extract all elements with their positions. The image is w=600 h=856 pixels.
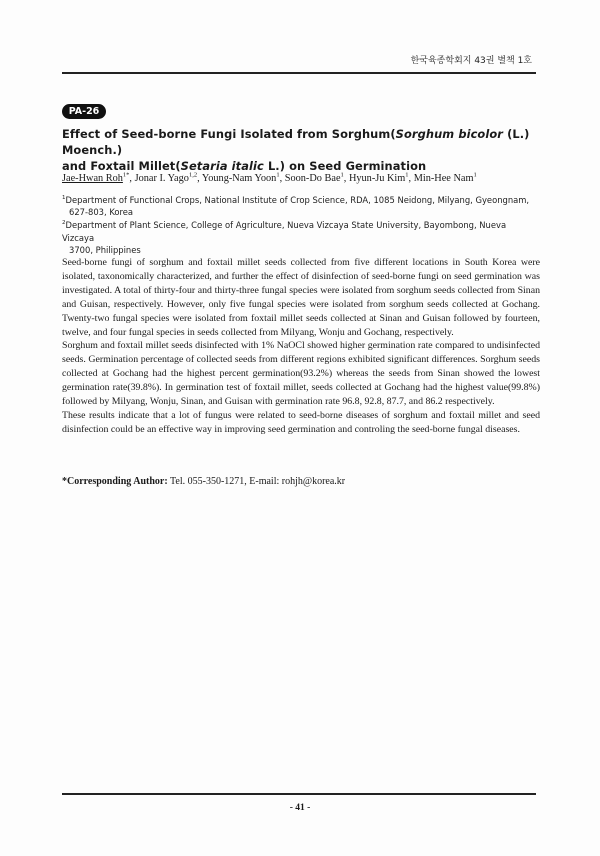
footer-rule <box>62 793 536 795</box>
title-species-setaria: Setaria italic <box>180 159 264 173</box>
abstract-paragraph: Seed-borne fungi of sorghum and foxtail millet seeds collected from five different locations in South Korea were isolated, taxonomically characterized, and further the effect of disinfection of seed-borne fungi on seed germination was investigated. A total of thirty-four and thirty-three fungal species were isolated from sorghum seeds collected from Sinan and Guisan, respectively. However, only five fungal species were isolated from sorghum seeds collected at Gochang. Twenty-two fungal species were isolated from foxtail millet seeds collected at Sinan and Guisan followed by fourteen, twelve, and four fungal species in seeds collected from Milyang, Wonju and Gochang, respectively. <box>62 257 540 338</box>
abstract-paragraph: Sorghum and foxtail millet seeds disinfected with 1% NaOCl showed higher germination rate compared to undisinfected seeds. Germination percentage of collected seeds from different regions exhibited significant differences. Sorghum seeds collected at Gochang had the highest percent germination(93.2%) whereas the seeds from Sinan showed the lowest germination rate(39.8%). In germination test of foxtail millet, seeds collected at Gochang had the highest value(99.8%) followed by Milyang, Wonju, Sinan, and Guisan with germination rate 96.8, 92.8, 87.7, and 86.2 respectively. <box>62 340 540 408</box>
running-header: 한국육종학회지 43권 별책 1호 <box>410 56 532 66</box>
title-part2: (L.) Moench.) <box>62 127 530 157</box>
author-name: Hyun-Ju Kim <box>348 173 406 184</box>
affiliation-line: Department of Plant Science, College of Agriculture, Nueva Vizcaya State University, Bayombong, Nueva Vizcaya <box>62 220 507 243</box>
corresponding-contact: Tel. 055-350-1271, E-mail: rohjh@korea.kr <box>167 476 346 487</box>
affiliation-line: 3700, Philippines <box>69 244 141 255</box>
author-name: Soon-Do Bae <box>284 173 341 184</box>
affiliation-mark: 2 <box>62 220 66 227</box>
title-part1: Effect of Seed-borne Fungi Isolated from Sorghum( <box>62 127 396 141</box>
author-name: Young-Nam Yoon <box>201 173 277 184</box>
corresponding-label: *Corresponding Author: <box>62 476 168 487</box>
author-list: Jae-Hwan Roh$^{1*}$, Jonar I. Yago$^{1,2}$, Young-Nam Yoon$^1$, Soon-Do Bae$^1$, Hyun-Ju Kim$^1$, Min-Hee Nam$^1$ <box>62 171 477 184</box>
title-species-sorghum: Sorghum bicolor <box>395 127 504 141</box>
page-number: - 41 - <box>289 803 311 813</box>
title-part4: L.) on Seed Germination <box>263 159 427 173</box>
author-name: Jonar I. Yago <box>134 173 189 184</box>
affiliation-mark: 1 <box>62 195 66 202</box>
author-affil-mark: 1 <box>473 171 477 179</box>
abstract-body <box>62 256 540 437</box>
affiliation-line: 627-803, Korea <box>69 207 134 218</box>
abstract-paragraph: These results indicate that a lot of fungus were related to seed-borne diseases of sorghum and foxtail millet and seed disinfection could be an effective way in improving seed germination and controling the seed-borne fungal diseases. <box>62 409 540 435</box>
title-part3: and Foxtail Millet( <box>62 159 181 173</box>
author-affil-mark: 1 <box>276 171 280 179</box>
author-affil-mark: 1 <box>405 171 409 179</box>
author-affil-mark: 1,2 <box>188 171 198 179</box>
affiliations <box>62 194 540 257</box>
poster-badge: PA-26 <box>62 104 106 119</box>
header-rule <box>62 72 536 74</box>
author-affil-mark: 1 <box>340 171 344 179</box>
author-affil-mark: 1* <box>122 171 130 179</box>
corresponding-author <box>62 475 540 488</box>
affiliation-line: Department of Functional Crops, National Institute of Crop Science, RDA, 1085 Neidong, Milyang, Gyeongnam, <box>65 195 530 205</box>
affiliation-item <box>62 219 540 256</box>
paper-title <box>62 126 552 174</box>
affiliation-item <box>62 194 540 218</box>
author-name: Jae-Hwan Roh <box>62 173 123 184</box>
author-name: Min-Hee Nam <box>413 173 474 184</box>
